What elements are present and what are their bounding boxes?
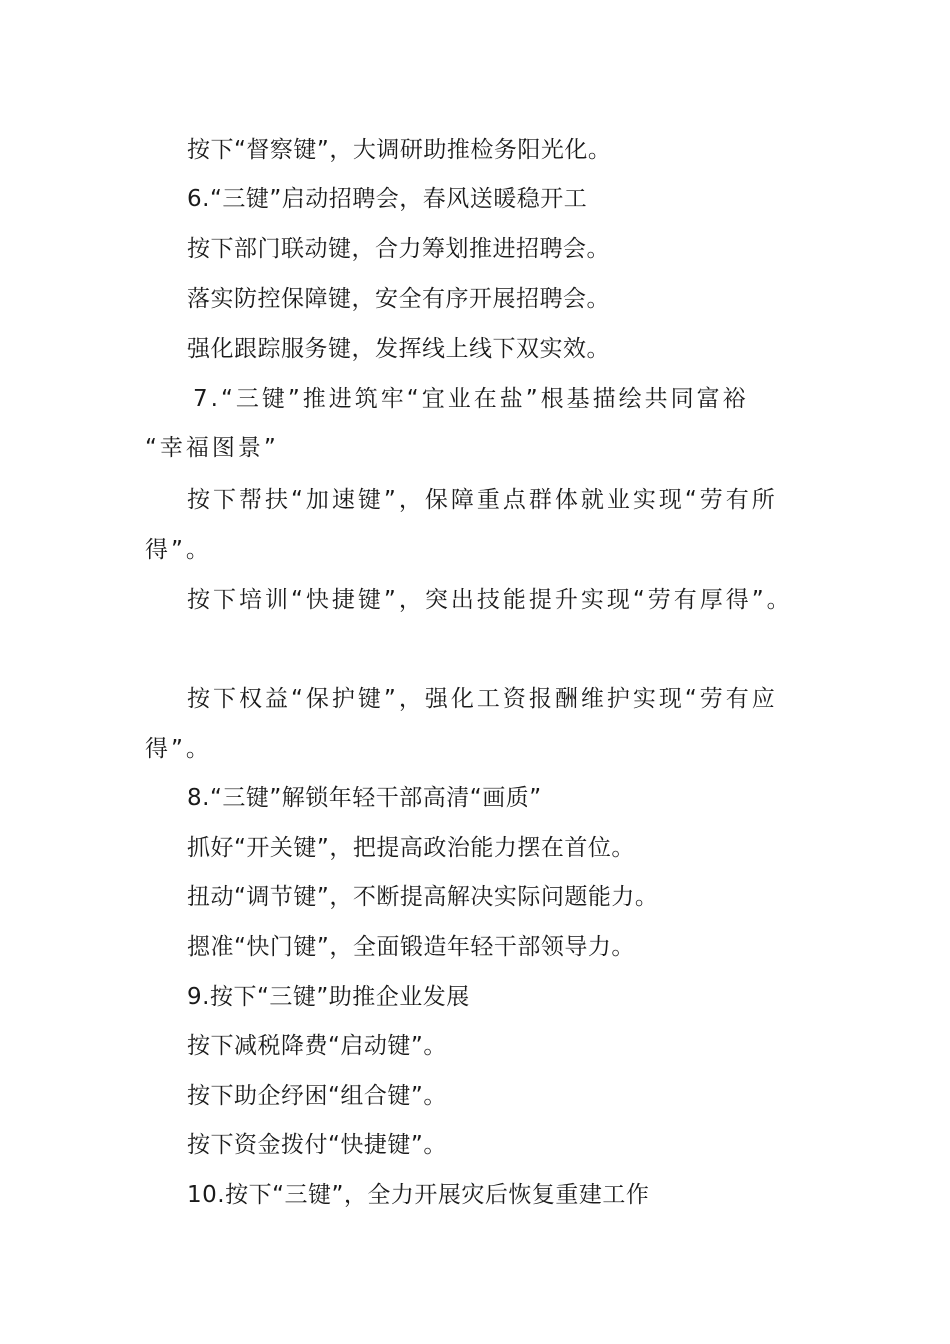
paragraph-line: 摁准“快门键”，全面锻造年轻干部领导力。 [187,934,635,960]
paragraph-line: 按下权益“保护键”，强化工资报酬维护实现“劳有应 [187,686,778,712]
section-heading-7: 7.“三键”推进筑牢“宜业在盐”根基描绘共同富裕 [193,386,749,412]
paragraph-line: 按下帮扶“加速键”，保障重点群体就业实现“劳有所 [187,487,778,513]
section-heading-6: 6.“三键”启动招聘会，春风送暖稳开工 [187,186,588,212]
paragraph-line-continued: 得”。 [145,736,212,762]
section-heading-9: 9.按下“三键”助推企业发展 [187,984,470,1010]
paragraph-line: 抓好“开关键”，把提高政治能力摆在首位。 [187,835,635,861]
paragraph-line-continued: 得”。 [145,537,212,563]
section-heading-10: 10.按下“三键”，全力开展灾后恢复重建工作 [187,1182,650,1208]
paragraph-line: 按下“督察键”，大调研助推检务阳光化。 [187,137,612,163]
paragraph-line: 强化跟踪服务键，发挥线上线下双实效。 [187,336,610,362]
paragraph-line: 按下培训“快捷键”，突出技能提升实现“劳有厚得”。 [187,587,793,613]
paragraph-line: 扭动“调节键”，不断提高解决实际问题能力。 [187,884,659,910]
paragraph-line: 落实防控保障键，安全有序开展招聘会。 [187,286,610,312]
paragraph-line: 按下减税降费“启动键”。 [187,1033,447,1059]
paragraph-line: 按下部门联动键，合力筹划推进招聘会。 [187,236,610,262]
paragraph-line: 按下助企纾困“组合键”。 [187,1083,447,1109]
paragraph-line: 按下资金拨付“快捷键”。 [187,1132,447,1158]
section-heading-8: 8.“三键”解锁年轻干部高清“画质” [187,785,542,811]
section-heading-7-continued: “幸福图景” [145,435,279,461]
